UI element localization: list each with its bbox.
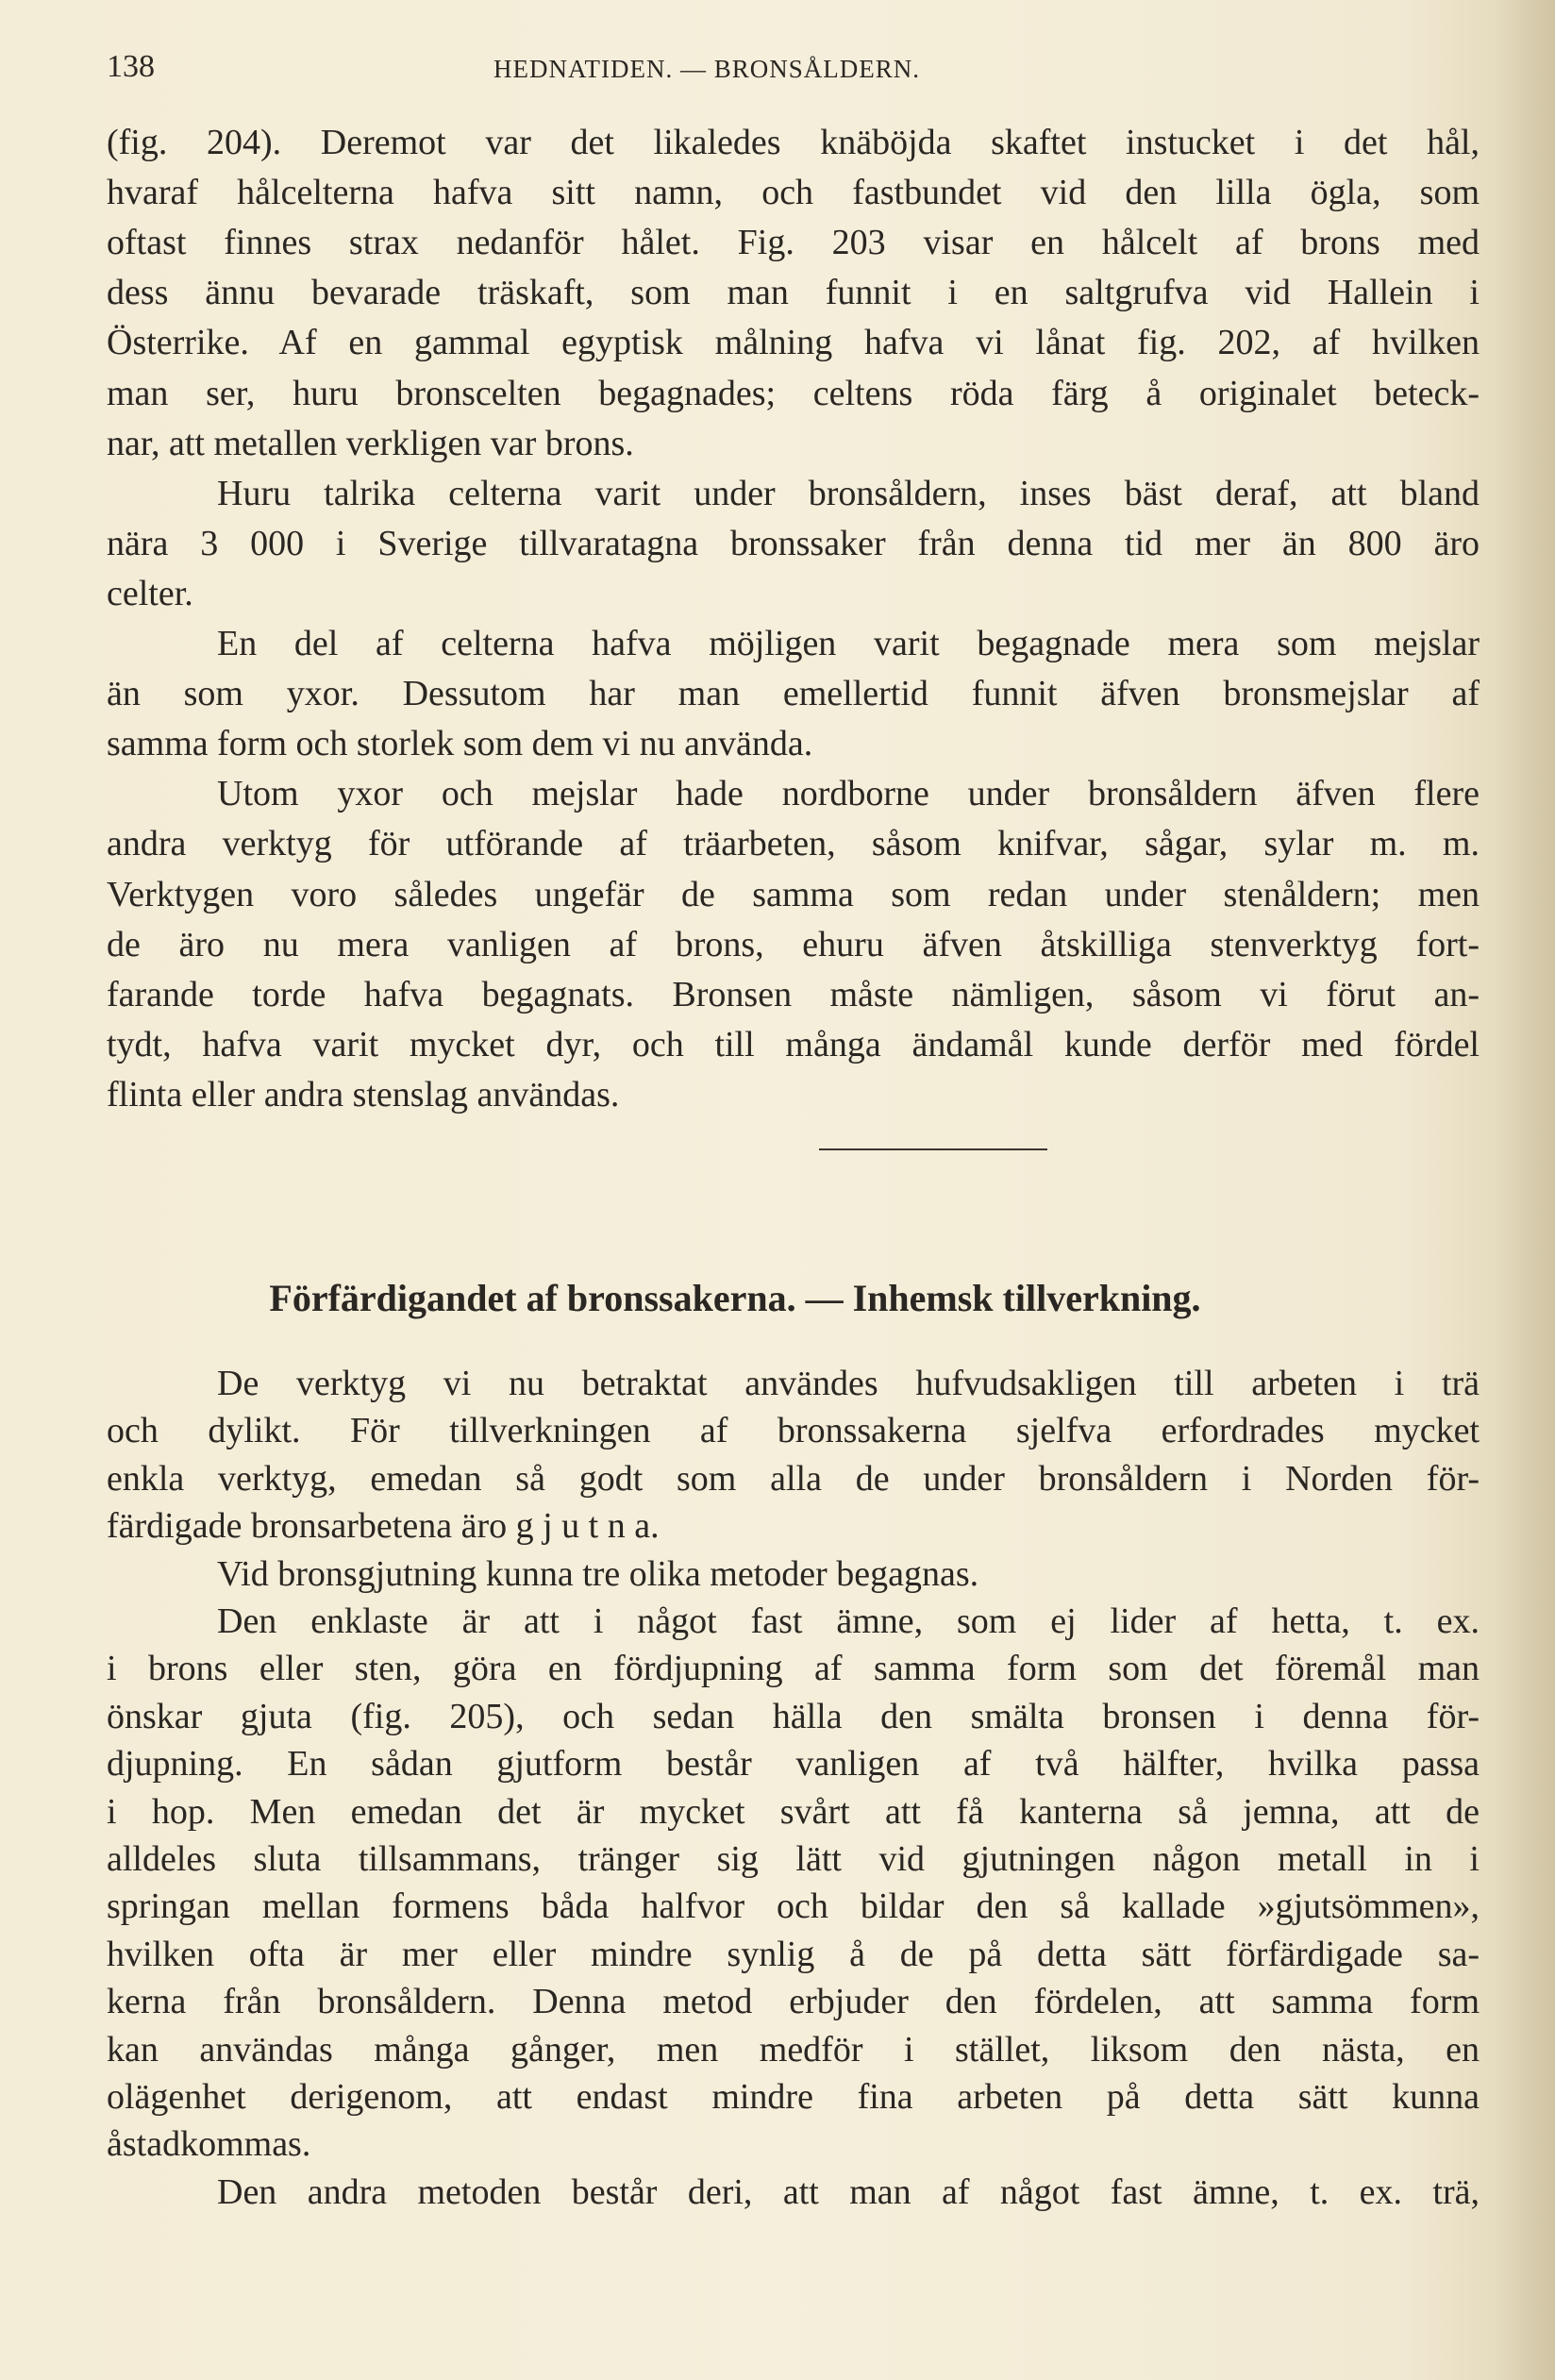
text-line: flinta eller andra stenslag användas.	[107, 1074, 620, 1115]
section-heading: Förfärdigandet af bronssakerna. — Inhemsk tillverkning.	[269, 1277, 1201, 1319]
text-line: än som yxor. Dessutom har man emellertid funnit äfven bronsmejslar af	[107, 674, 1480, 714]
text-line: hvilken ofta är mer eller mindre synlig å de på detta sätt förfärdigade sa-	[107, 1934, 1480, 1974]
text-line: olägenhet derigenom, att endast mindre fina arbeten på detta sätt kunna	[107, 2077, 1480, 2117]
text-line: Vid bronsgjutning kunna tre olika metoder begagnas.	[217, 1553, 979, 1594]
text-line: En del af celterna hafva möjligen varit begagnade mera som mejslar	[217, 624, 1480, 663]
text-line: celter.	[107, 573, 193, 613]
text-line: Den andra metoden består deri, att man af något fast ämne, t. ex. trä,	[217, 2171, 1480, 2212]
text-line: nära 3 000 i Sverige tillvaratagna bronssaker från denna tid mer än 800 äro	[107, 523, 1480, 563]
running-title: HEDNATIDEN. — BRONSÅLDERN.	[493, 55, 920, 83]
text-line: färdigade bronsarbetena äro g j u t n a.	[107, 1506, 660, 1547]
text-line: springan mellan formens båda halfvor och bildar den så kallade »gjutsömmen»,	[107, 1886, 1480, 1927]
text-line: Den enklaste är att i något fast ämne, som ej lider af hetta, t. ex.	[217, 1601, 1480, 1641]
text-line: oftast finnes strax nedanför hålet. Fig. 203 visar en hålcelt af brons med	[107, 223, 1480, 263]
text-line: Huru talrika celterna varit under bronsåldern, inses bäst deraf, att bland	[217, 473, 1480, 513]
text-line: man ser, huru bronscelten begagnades; celtens röda färg å originalet beteck-	[107, 373, 1480, 413]
text-line: i hop. Men emedan det är mycket svårt att få kanterna så jemna, att de	[107, 1791, 1480, 1832]
text-line: samma form och storlek som dem vi nu använda.	[107, 724, 813, 764]
section-divider	[819, 1148, 1047, 1150]
text-line: djupning. En sådan gjutform består vanligen af två hälfter, hvilka passa	[107, 1744, 1480, 1785]
text-line: åstadkommas.	[107, 2124, 311, 2165]
text-line: De verktyg vi nu betraktat användes hufvudsakligen till arbeten i trä	[217, 1364, 1480, 1403]
text-line: tydt, hafva varit mycket dyr, och till många ändamål kunde derför med fördel	[107, 1024, 1480, 1064]
text-line: Österrike. Af en gammal egyptisk målning hafva vi lånat fig. 202, af hvilken	[107, 323, 1480, 363]
page-number: 138	[107, 49, 155, 84]
text-line: farande torde hafva begagnats. Bronsen måste nämligen, såsom vi förut an-	[107, 974, 1480, 1014]
text-line: (fig. 204). Deremot var det likaledes knäböjda skaftet instucket i det hål,	[107, 123, 1480, 162]
text-line: enkla verktyg, emedan så godt som alla de under bronsåldern i Norden för-	[107, 1458, 1480, 1499]
text-line: dess ännu bevarade träskaft, som man funnit i en saltgrufva vid Hallein i	[107, 273, 1480, 313]
text-line: kan användas många gånger, men medför i stället, liksom den nästa, en	[107, 2029, 1480, 2070]
text-line: alldeles sluta tillsammans, tränger sig lätt vid gjutningen någon metall in i	[107, 1839, 1480, 1879]
text-line: önskar gjuta (fig. 205), och sedan hälla den smälta bronsen i denna för-	[107, 1696, 1480, 1736]
text-line: kerna från bronsåldern. Denna metod erbjuder den fördelen, att samma form	[107, 1982, 1480, 2022]
text-line: och dylikt. För tillverkningen af bronssakerna sjelfva erfordrades mycket	[107, 1411, 1480, 1451]
text-line: nar, att metallen verkligen var brons.	[107, 423, 634, 463]
text-line: i brons eller sten, göra en fördjupning af samma form som det föremål man	[107, 1649, 1480, 1689]
text-line: hvaraf hålcelterna hafva sitt namn, och fastbundet vid den lilla ögla, som	[107, 173, 1480, 213]
text-line: Verktygen voro således ungefär de samma som redan under stenåldern; men	[107, 874, 1480, 914]
text-line: de äro nu mera vanligen af brons, ehuru äfven åtskilliga stenverktyg fort-	[107, 924, 1480, 964]
text-line: andra verktyg för utförande af träarbeten, såsom knifvar, sågar, sylar m. m.	[107, 824, 1480, 864]
text-line: Utom yxor och mejslar hade nordborne under bronsåldern äfven flere	[217, 774, 1480, 814]
